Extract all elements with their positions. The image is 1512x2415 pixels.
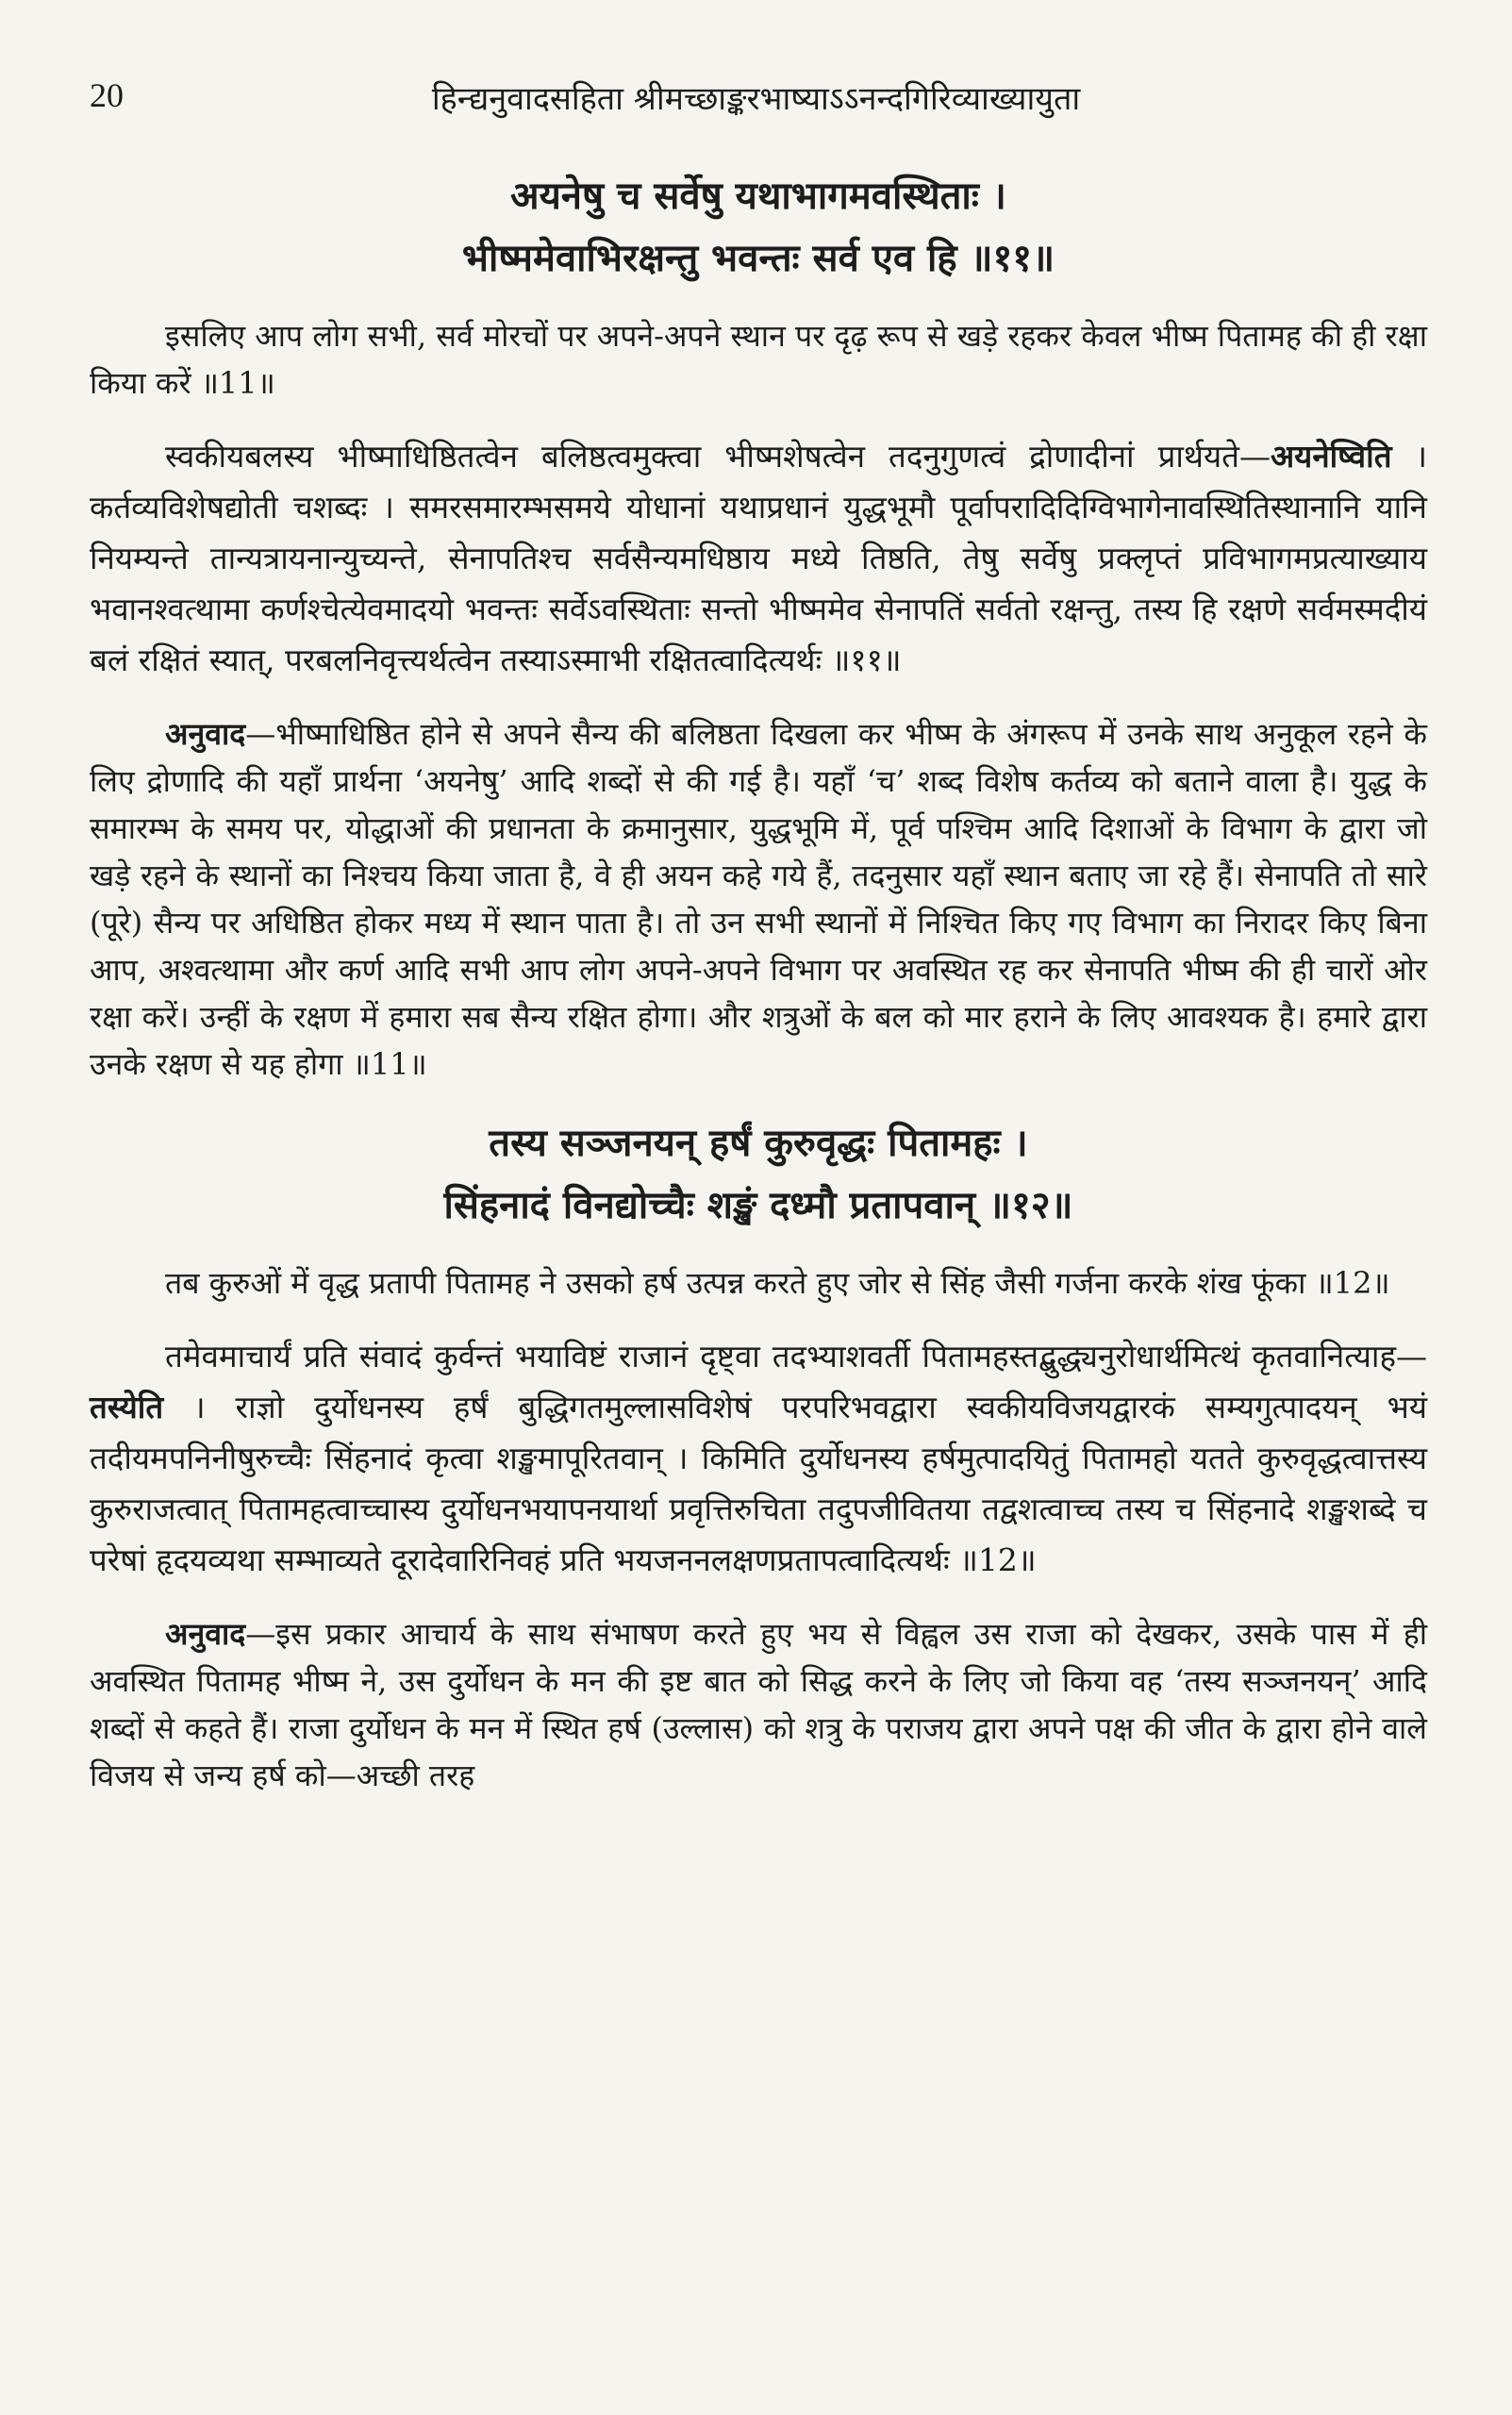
anuvad-text: —भीष्माधिष्ठित होने से अपने सैन्य की बलिष्ठता दिखला कर भीष्म के अंगरूप में उनके साथ अनुकूल रहने के लिए द्रोणादि की यहाँ प्रार्थना ‘अयनेषु’ आदि शब्दों से की गई है। यहाँ ‘च’ शब्द विशेष कर्तव्य को बताने वाला है। युद्ध के समारम्भ के समय पर, योद्धाओं की प्रधानता के क्रमानुसार, युद्धभूमि में, पूर्व पश्चिम आदि दिशाओं के विभाग के द्वारा जो खड़े रहने के स्थानों का निश्चय किया जाता है, वे ही अयन कहे गये हैं, तदनुसार यहाँ स्थान बताए जा रहे हैं। सेनापति तो सारे (पूरे) सैन्य पर अधिष्ठित होकर मध्य में स्थान पाता है। तो उन सभी स्थानों में निश्चित किए गए विभाग का निरादर किए बिना आप, अश्वत्थामा और कर्ण आदि सभी आप लोग अपने-अपने विभाग पर अवस्थित रह कर सेनापति भीष्म की ही चारों ओर रक्षा करें। उन्हीं के रक्षण में हमारा सब सैन्य रक्षित होगा। और शत्रुओं के बल को मार हराने के लिए आवश्यक है। हमारे द्वारा उनके रक्षण से यह होगा ॥11॥: [90, 716, 1427, 1082]
verse-line: तस्य सञ्जनयन् हर्षं कुरुवृद्धः पितामहः ।: [489, 1121, 1028, 1165]
anuvad-label: अनुवाद: [165, 716, 246, 752]
commentary-text: । राज्ञो दुर्योधनस्य हर्षं बुद्धिगतमुल्लासविशेषं परपरिभवद्वारा स्वकीयविजयद्वारकं सम्यगुत्पादयन् भयं तदीयमपनिनीषुरुच्चैः सिंहनादं कृत्वा शङ्खमापूरितवान् । किमिति दुर्योधनस्य हर्षमुत्पादयितुं पितामहो यतते कुरुवृद्धत्वात्तस्य कुरुराजत्वात् पितामहत्वाच्चास्य दुर्योधनभयापनयार्था प्रवृत्तिरुचिता तदुपजीवितया तद्वशत्वाच्च तस्य च सिंहनादे शङ्खशब्दे च परेषां हृदयव्यथा सम्भाव्यते दूरादेवारिनिवहं प्रति भयजननलक्षणप्रतापत्वादित्यर्थः ॥12॥: [90, 1389, 1427, 1578]
commentary-keyword: अयनेष्विति: [1270, 438, 1392, 475]
running-title: हिन्द्यनुवादसहिता श्रीमच्छाङ्करभाष्याऽऽनन्दगिरिव्याख्यायुता: [431, 80, 1081, 118]
anuvad-11: [90, 710, 1427, 1088]
verse-line: अयनेषु च सर्वेषु यथाभागमवस्थिताः ।: [510, 174, 1006, 218]
commentary-11: [90, 431, 1427, 686]
commentary-text: । कर्तव्यविशेषद्योती चशब्दः । समरसमारम्भसमये योधानां यथाप्रधानं युद्धभूमौ पूर्वापरादिदिग्विभागेनावस्थितिस्थानानि यानि नियम्यन्ते तान्यत्रायनान्युच्यन्ते, सेनापतिश्च सर्वसैन्यमधिष्ठाय मध्ये तिष्ठति, तेषु सर्वेषु प्रक्लृप्तं प्रविभागमप्रत्याख्याय भवानश्वत्थामा कर्णश्चेत्येवमादयो भवन्तः सर्वेऽवस्थिताः सन्तो भीष्ममेव सेनापतिं सर्वतो रक्षन्तु, तस्य हि रक्षणे सर्वमस्मदीयं बलं रक्षितं स्यात्, परबलनिवृत्त्यर्थत्वेन तस्याऽस्माभी रक्षितत्वादित्यर्थः ॥११॥: [90, 438, 1428, 678]
translation-11: इसलिए आप लोग सभी, सर्व मोरचों पर अपने-अपने स्थान पर दृढ़ रूप से खड़े रहकर केवल भीष्म पितामह की ही रक्षा किया करें ॥11॥: [90, 318, 1427, 401]
anuvad-text: —इस प्रकार आचार्य के साथ संभाषण करते हुए भय से विह्वल उस राजा को देखकर, उसके पास में ही अवस्थित पितामह भीष्म ने, उस दुर्योधन के मन की इष्ट बात को सिद्ध करने के लिए जो किया वह ‘तस्य सञ्जनयन्’ आदि शब्दों से कहते हैं। राजा दुर्योधन के मन में स्थित हर्ष (उल्लास) को शत्रु के पराजय द्वारा अपने पक्ष की जीत के द्वारा होने वाले विजय से जन्य हर्ष को—अच्छी तरह: [90, 1616, 1427, 1793]
anuvad-12: [90, 1610, 1427, 1799]
commentary-12: [90, 1331, 1427, 1586]
anuvad-label: अनुवाद: [165, 1616, 246, 1652]
commentary-keyword: तस्येति: [90, 1389, 164, 1425]
commentary-text: तमेवमाचार्यं प्रति संवादं कुर्वन्तं भयाविष्टं राजानं दृष्ट्वा तदभ्याशवर्ती पितामहस्तद्बुद्ध्यनुरोधार्थमित्थं कृतवानित्याह—: [165, 1338, 1427, 1374]
page-content: [90, 165, 1427, 1824]
verse-line: सिंहनादं विनद्योच्चैः शङ्खं दध्मौ प्रतापवान् ॥१२॥: [443, 1183, 1073, 1227]
translation-12: तब कुरुओं में वृद्ध प्रतापी पितामह ने उसको हर्ष उत्पन्न करते हुए जोर से सिंह जैसी गर्जना करके शंख फूंका ॥12॥: [165, 1265, 1390, 1301]
verse-12: [90, 1112, 1427, 1237]
page-number: 20: [90, 76, 124, 114]
verse-line: भीष्ममेवाभिरक्षन्तु भवन्तः सर्व एव हि ॥११॥: [461, 236, 1055, 280]
page-header: [90, 75, 1422, 132]
verse-11: [90, 165, 1427, 290]
commentary-text: स्वकीयबलस्य भीष्माधिष्ठितत्वेन बलिष्ठत्वमुक्त्वा भीष्मशेषत्वेन तदनुगुणत्वं द्रोणादीनां प्रार्थयते—: [165, 438, 1271, 475]
